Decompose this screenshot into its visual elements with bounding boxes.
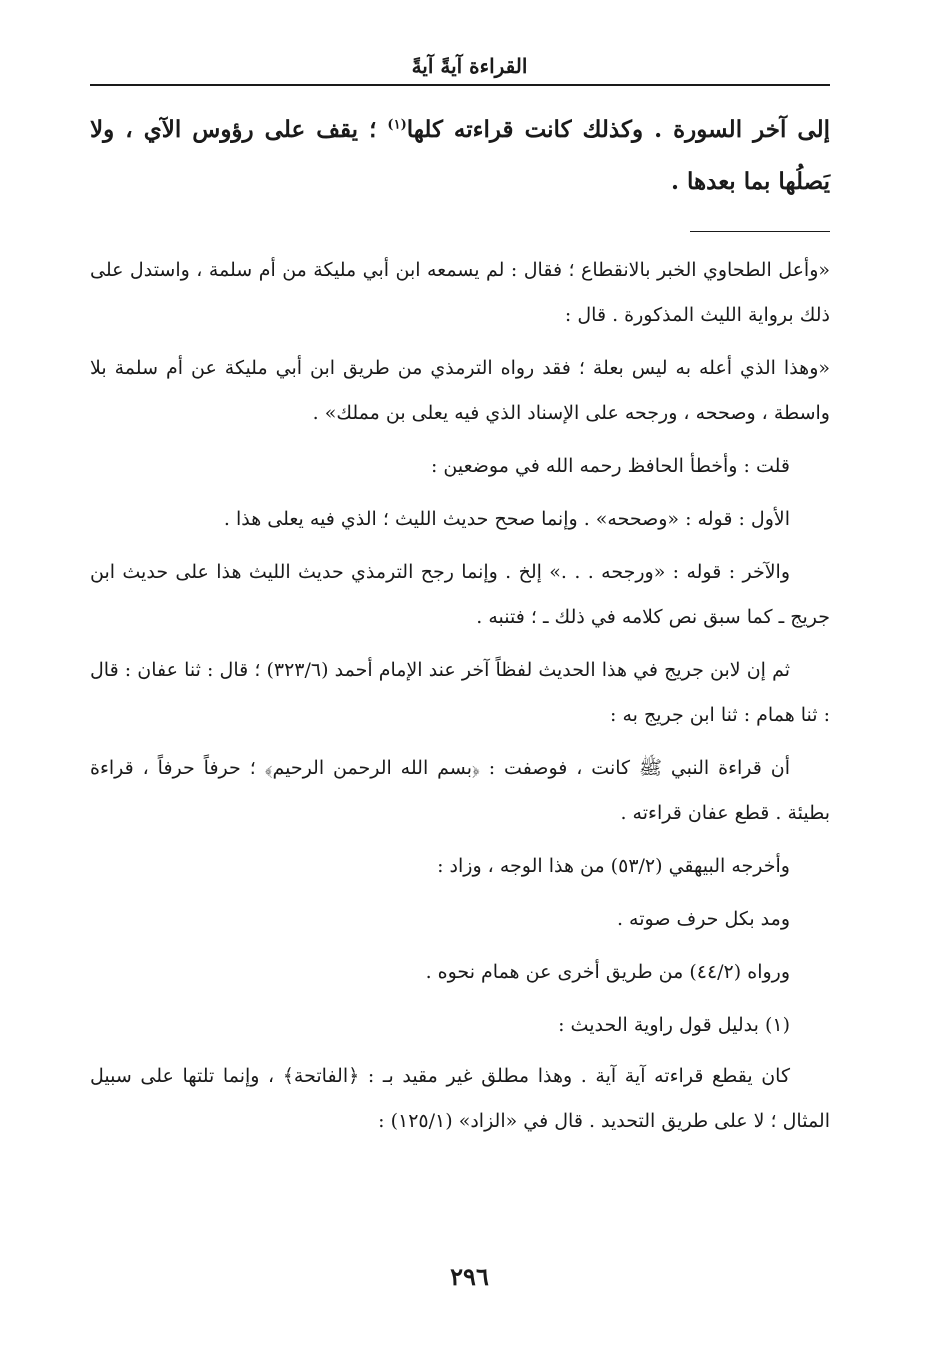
footnote-paragraph: ورواه (٤٤/٢) من طريق أخرى عن همام نحوه . xyxy=(425,961,790,983)
footnotes-block xyxy=(90,248,830,1152)
hadith-text-end: كانت ، فوصفت : ﴿بسم الله الرحمن الرحيم﴾ ؛ حرفاً حرفاً ، قراءة بطيئة . قطع عفان قراءته . xyxy=(90,757,830,824)
footnote-paragraph: وأخرجه البيهقي (٥٣/٢) من هذا الوجه ، وزاد : xyxy=(437,855,790,877)
header-rule xyxy=(90,84,830,86)
footnote-separator xyxy=(690,231,830,232)
footnote-paragraph: ومد بكل حرف صوته . xyxy=(616,908,790,930)
page-number: ٢٩٦ xyxy=(450,1262,489,1291)
running-header: القراءة آيةً آيةً xyxy=(411,54,528,78)
footnote-paragraph: الأول : قوله : «وصححه» . وإنما صحح حديث الليث ؛ الذي فيه يعلى هذا . xyxy=(223,508,790,530)
footnote-paragraph: ثم إن لابن جريج في هذا الحديث لفظاً آخر عند الإمام أحمد (٣٢٣/٦) ؛ قال : ثنا عفان : قال : ثنا همام : ثنا ابن جريج به : xyxy=(90,659,830,726)
footnote-paragraph: (١) بدليل قول راوية الحديث : xyxy=(558,1014,790,1036)
salutation-symbol: ﷺ xyxy=(638,757,662,779)
footnote-paragraph: «وهذا الذي أعله به ليس بعلة ؛ فقد رواه الترمذي من طريق ابن أبي مليكة عن أم سلمة بلا واسطة ، وصححه ، ورجحه على الإسناد الذي فيه يعلى بن مملك» . xyxy=(90,357,830,424)
main-text-start: إلى آخر السورة . وكذلك كانت قراءته كلها xyxy=(406,116,830,143)
footnote-paragraph: كان يقطع قراءته آية آية . وهذا مطلق غير مقيد بـ : ﴿الفاتحة﴾ ، وإنما تلتها على سبيل المثال ؛ لا على طريق التحديد . قال في «الزاد» (١٢٥/١) : xyxy=(90,1065,830,1132)
main-paragraph xyxy=(90,104,830,208)
footnote-paragraph: «وأعل الطحاوي الخبر بالانقطاع ؛ فقال : لم يسمعه ابن أبي مليكة من أم سلمة ، واستدل على ذلك برواية الليث المذكورة . قال : xyxy=(90,259,830,326)
main-text-end: ؛ يقف على رؤوس الآي ، ولا يَصلُها بما بعدها . xyxy=(90,116,830,195)
footnote-paragraph xyxy=(90,746,830,836)
footnote-reference: (١) xyxy=(387,117,407,133)
hadith-text-start: أن قراءة النبي xyxy=(661,757,790,779)
footnote-paragraph: والآخر : قوله : «ورجحه . . .» إلخ . وإنما رجح الترمذي حديث الليث هذا على حديث ابن جريج ـ كما سبق نص كلامه في ذلك ـ ؛ فتنبه . xyxy=(90,561,830,628)
footnote-paragraph: قلت : وأخطأ الحافظ رحمه الله في موضعين : xyxy=(430,455,790,477)
